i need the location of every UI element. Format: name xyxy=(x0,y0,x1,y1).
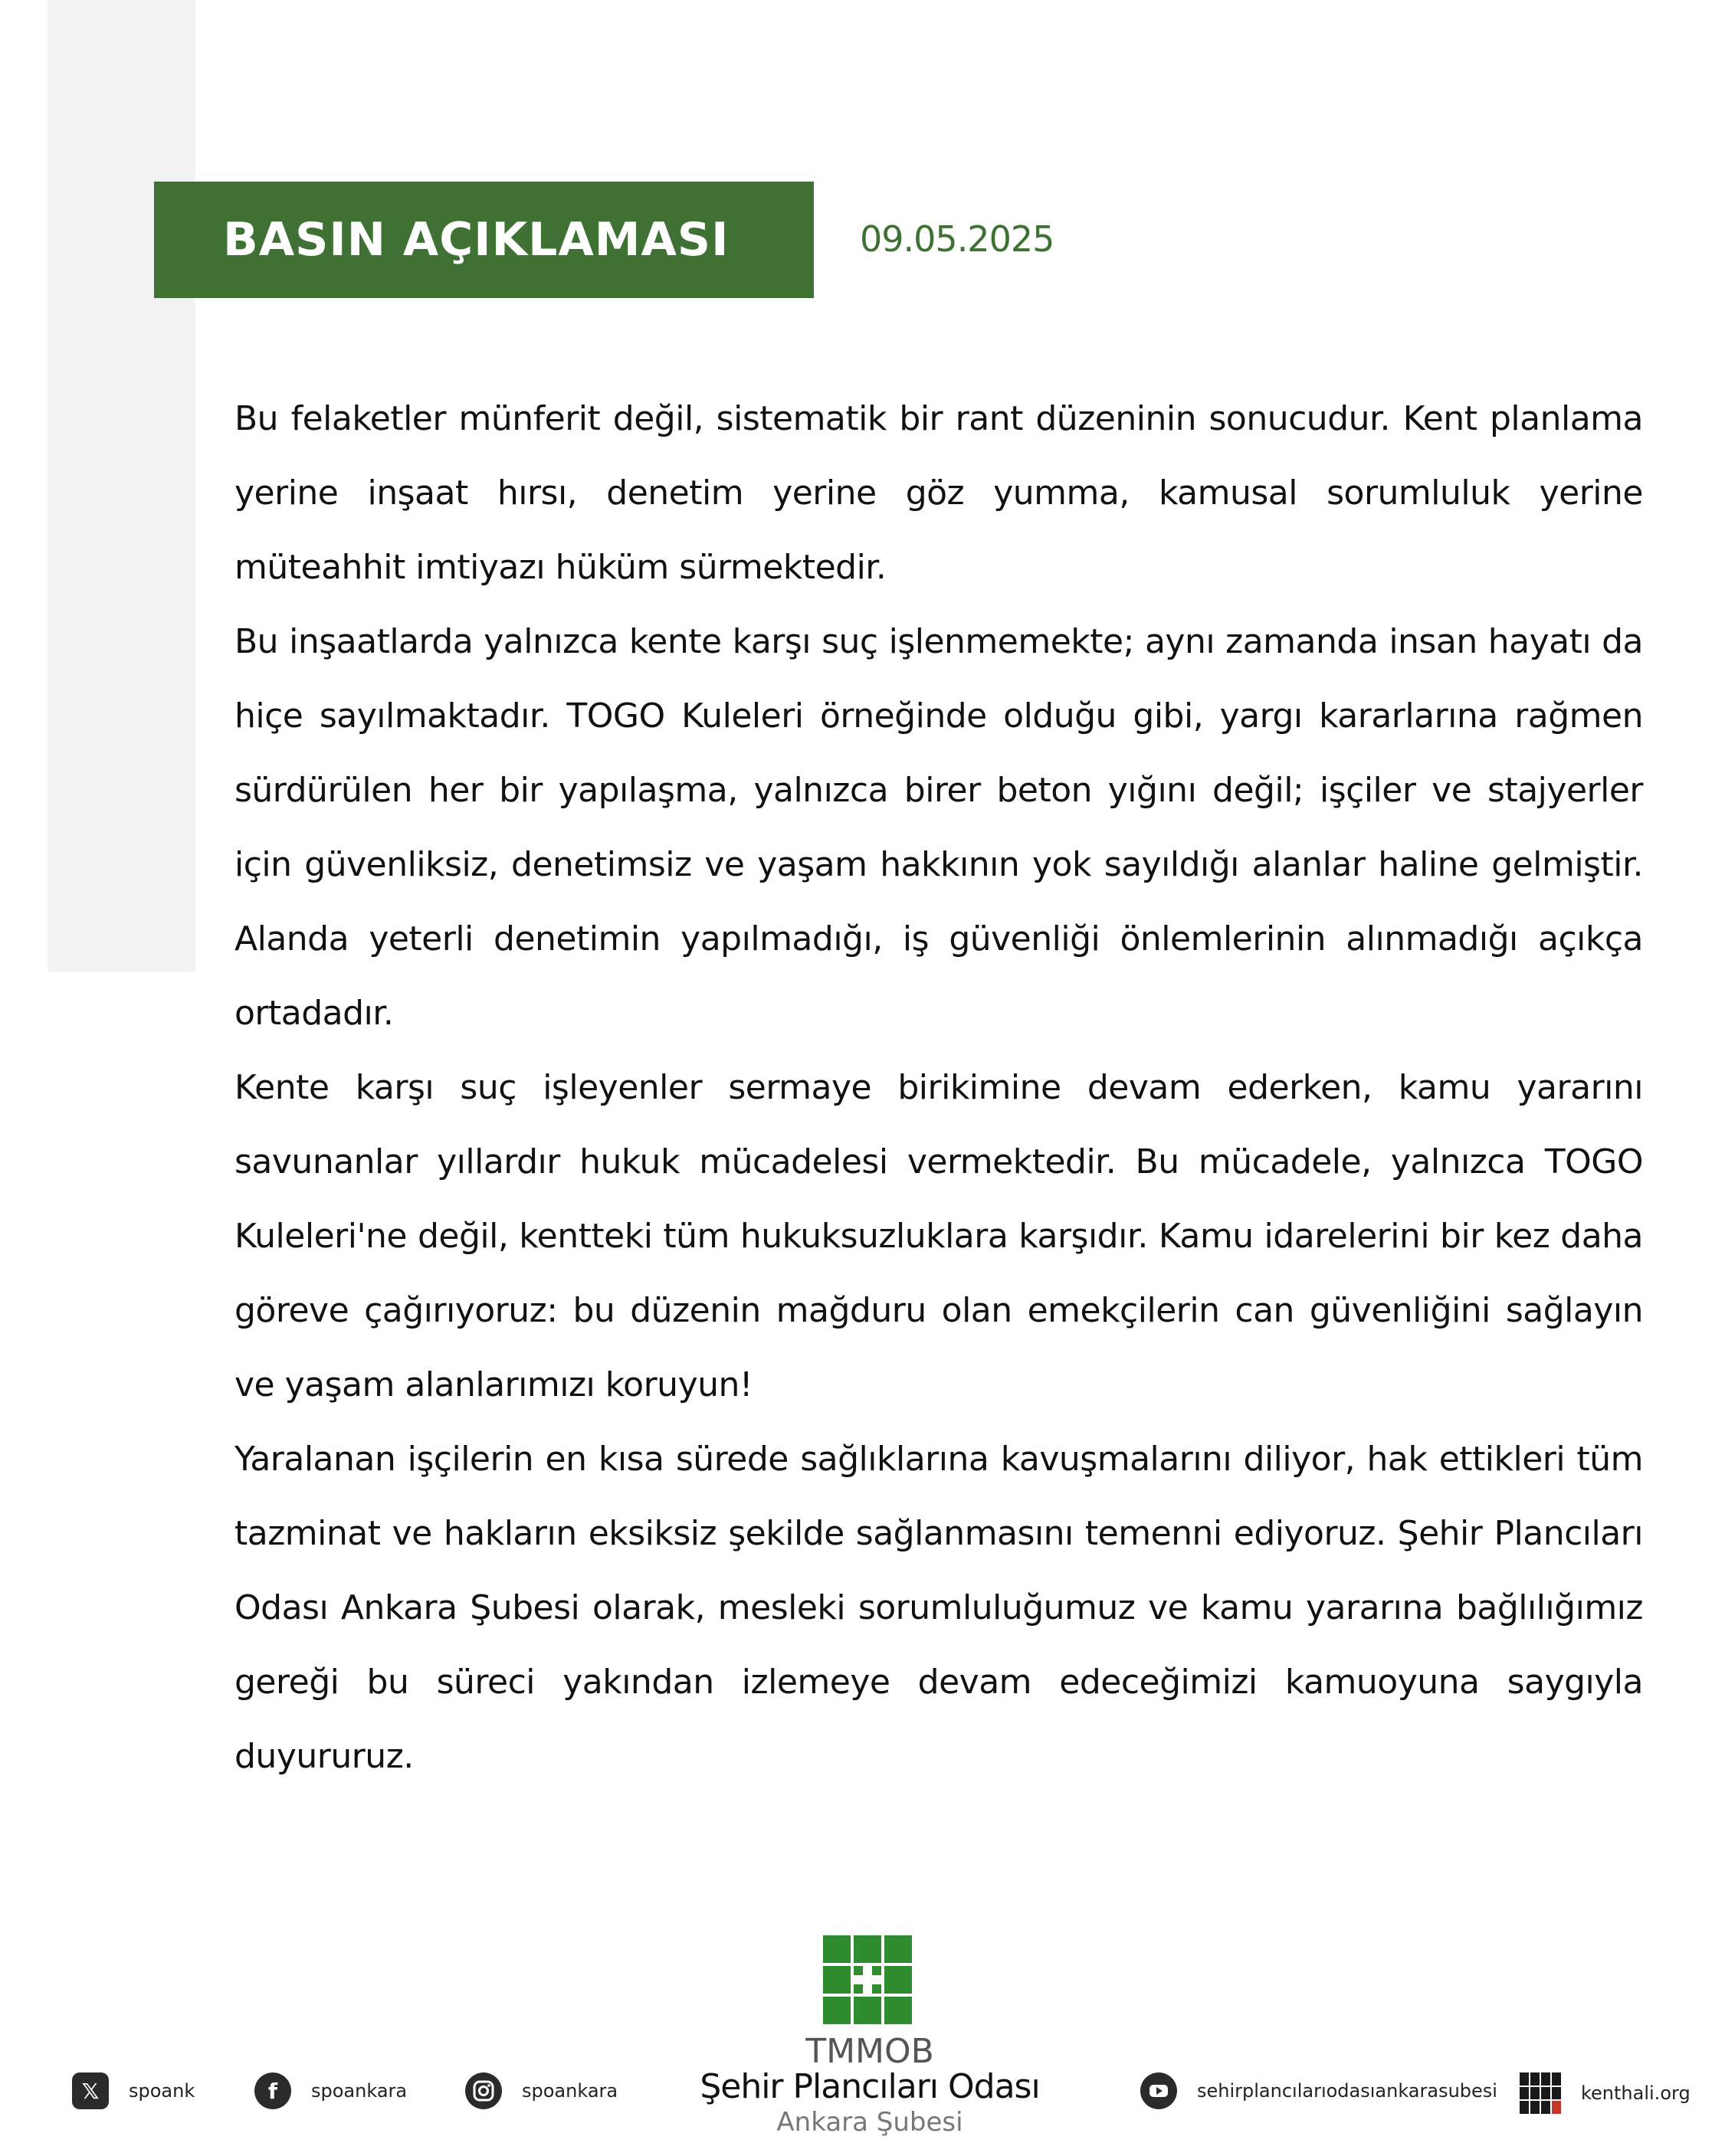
paragraph: Bu inşaatlarda yalnızca kente karşı suç işlenmemekte; aynı zamanda insan hayatı da hiçe sayılmaktadır. TOGO Kuleleri örneğinde olduğu gibi, yargı kararlarına rağmen sürdürülen her bir yapılaşma, yalnızca birer beton yığını değil; işçiler ve stajyerler için güvenliksiz, denetimsiz ve yaşam hakkının yok sayıldığı alanlar haline gelmiştir. Alanda yeterli denetimin yapılmadığı, iş güvenliği önlemlerinin alınmadığı açıkça ortadadır. xyxy=(234,622,1643,1033)
release-date: 09.05.2025 xyxy=(860,218,1054,260)
x-handle: spoank xyxy=(129,2080,195,2102)
statement-body xyxy=(234,382,1643,1794)
paragraph: Kente karşı suç işleyenler sermaye birikimine devam ederken, kamu yararını savunanlar yıllardır hukuk mücadelesi vermektedir. Bu mücadele, yalnızca TOGO Kuleleri'ne değil, kentteki tüm hukuksuzluklara karşıdır. Kamu idarelerini bir kez daha göreve çağırıyoruz: bu düzenin mağduru olan emekçilerin can güvenliğini sağlayın ve yaşam alanlarımızı koruyun! xyxy=(234,1068,1643,1404)
social-kenthali[interactable] xyxy=(1520,2072,1691,2114)
x-icon: 𝕏 xyxy=(72,2072,109,2109)
page-title: BASIN AÇIKLAMASI xyxy=(223,213,730,267)
spo-logo-icon xyxy=(823,1935,912,2024)
facebook-icon: f xyxy=(254,2072,291,2109)
paragraph: Bu felaketler münferit değil, sistematik bir rant düzeninin sonucudur. Kent planlama yerine inşaat hırsı, denetim yerine göz yumma, kamusal sorumluluk yerine müteahhit imtiyazı hüküm sürmektedir. xyxy=(234,399,1643,587)
kenthali-site: kenthali.org xyxy=(1581,2082,1691,2104)
instagram-handle: spoankara xyxy=(522,2080,618,2102)
social-facebook[interactable] xyxy=(254,2072,407,2109)
org-branch: Ankara Şubesi xyxy=(776,2107,963,2138)
paragraph: Yaralanan işçilerin en kısa sürede sağlıklarına kavuşmalarını diliyor, hak ettikleri tüm tazminat ve hakların eksiksiz şekilde sağlanmasını temenni ediyoruz. Şehir Plancıları Odası Ankara Şubesi olarak, mesleki sorumluluğumuz ve kamu yararına bağlılığımız gereği bu süreci yakından izlemeye devam edeceğimizi kamuoyuna saygıyla duyururuz. xyxy=(234,1440,1643,1776)
social-youtube[interactable] xyxy=(1140,2072,1497,2109)
instagram-icon xyxy=(465,2072,502,2109)
social-instagram[interactable] xyxy=(465,2072,618,2109)
social-x[interactable] xyxy=(72,2072,195,2109)
facebook-handle: spoankara xyxy=(311,2080,408,2102)
org-name: Şehir Plancıları Odası xyxy=(700,2067,1040,2106)
youtube-handle: sehirplancılarıodasıankarasubesi xyxy=(1197,2080,1497,2102)
decorative-side-strip xyxy=(48,0,195,972)
org-tmmob: TMMOB xyxy=(805,2032,934,2071)
kenthali-logo-icon xyxy=(1520,2072,1561,2114)
youtube-icon xyxy=(1140,2072,1177,2109)
press-release-banner xyxy=(154,182,814,298)
